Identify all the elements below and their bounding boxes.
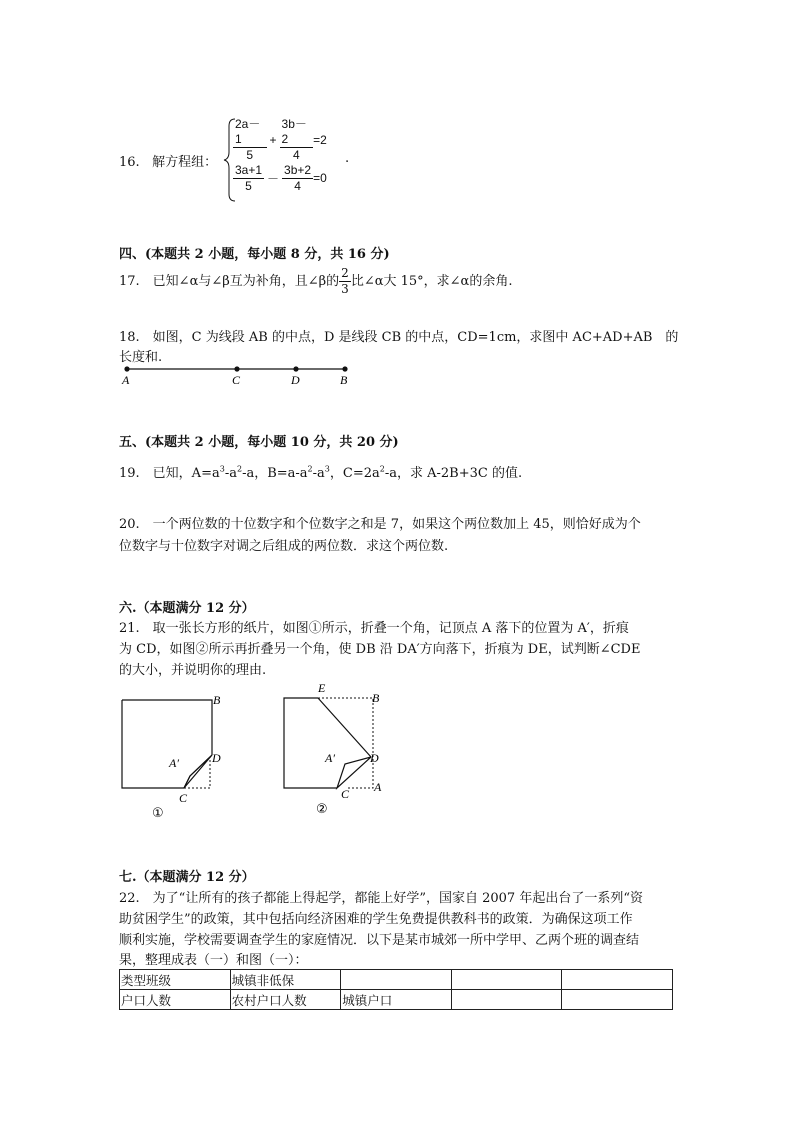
point-label: B	[340, 373, 348, 387]
segment-figure	[115, 362, 360, 388]
section-6-title: 六.（本题满分 12 分）	[119, 601, 255, 616]
point-label: D	[291, 373, 300, 387]
equation-system	[233, 117, 327, 197]
table-cell	[451, 970, 562, 990]
svg-text:B: B	[372, 691, 380, 705]
q18-line-2: 长度和.	[119, 350, 163, 365]
section-4-title: 四、(本题共 2 小题，每小题 8 分，共 16 分)	[119, 247, 390, 262]
q16-text: 解方程组：	[152, 155, 218, 170]
q20-line-2: 位数字与十位数字对调之后组成的两位数．求这个两位数.	[119, 539, 449, 554]
q21-line-3: 的大小，并说明你的理由.	[119, 663, 267, 678]
svg-text:D: D	[370, 751, 379, 765]
figure-caption: ①	[152, 806, 164, 821]
table-cell	[562, 990, 673, 1010]
circled-number: ②	[195, 642, 209, 657]
svg-text:E: E	[318, 681, 326, 695]
equation-1: $\frac{2a-1}{5}$ + $\frac{3b-2}{4}$ =2	[235, 117, 327, 162]
svg-text:A′: A′	[169, 756, 179, 770]
table-cell: 户口人数	[120, 990, 231, 1010]
fraction: $\frac{3b-2}{4}$	[280, 117, 314, 163]
svg-text:D: D	[212, 751, 221, 765]
q17: 17. 已知∠α与∠β互为补角，且∠β的 $\frac{2}{3}$ 比∠α大 15°，求∠α的余角.	[119, 266, 513, 296]
table-cell	[341, 970, 452, 990]
table-cell	[451, 990, 562, 1010]
fold-figure-2	[280, 680, 410, 820]
q22-line-2: 助贫困学生”的政策，其中包括向经济困难的学生免费提供教科书的政策．为确保这项工作	[119, 912, 633, 927]
section-5-title: 五、(本题共 2 小题，每小题 10 分，共 20 分)	[119, 435, 399, 450]
q22-line-3: 顺利实施，学校需要调查学生的家庭情况．以下是某市城郊一所中学甲、乙两个班的调查结	[119, 933, 640, 948]
table-cell: 城镇非低保	[230, 970, 341, 990]
table-cell: 城镇户口	[341, 990, 452, 1010]
point-label: A	[122, 373, 130, 387]
q16-number: 16.	[119, 155, 140, 170]
fraction: $\frac{2a-1}{5}$	[233, 117, 267, 163]
table-cell: 农村户口人数	[230, 990, 341, 1010]
svg-text:C: C	[341, 787, 350, 801]
q21-line-2: 为 CD，如图②所示再折叠另一个角，使 DB 沿 DA′方向落下，折痕为 DE，试判断∠CDE	[119, 642, 641, 657]
figure-caption: ②	[316, 802, 328, 817]
q21-line-1: 21. 取一张长方形的纸片，如图①所示，折叠一个角，记顶点 A 落下的位置为 A′，折痕	[119, 621, 629, 636]
table-row	[120, 990, 673, 1010]
svg-text:A′: A′	[325, 751, 335, 765]
svg-text:A: A	[374, 780, 382, 794]
q16-end: .	[345, 151, 350, 166]
equation-2: $\frac{3a+1}{5}$ － $\frac{3b+2}{4}$ =0	[235, 162, 327, 193]
fold-figure-1	[115, 690, 235, 825]
section-7-title: 七.（本题满分 12 分）	[119, 870, 255, 885]
fraction: $\frac{3b+2}{4}$	[284, 162, 312, 193]
q22-line-4: 果，整理成表（一）和图（一）：	[119, 953, 308, 968]
svg-text:C: C	[179, 791, 188, 805]
q16-label	[119, 151, 217, 170]
q20-line-1: 20. 一个两位数的十位数字和个位数字之和是 7，如果这个两位数加上 45，则恰好成为个	[119, 517, 641, 532]
table-row	[120, 970, 673, 990]
circled-number: ①	[308, 621, 322, 636]
table-cell: 类型班级	[120, 970, 231, 990]
fraction: $\frac{3a+1}{5}$	[235, 162, 263, 193]
fraction: $\frac{2}{3}$	[341, 266, 349, 296]
survey-table	[119, 969, 673, 1010]
svg-text:B: B	[213, 693, 221, 707]
q19: 19. 已知，$A=a^3-a^2-a$，$B=a-a^2-a^3$，$C=2a^2-a$，求 A-2B+3C 的值.	[119, 464, 523, 481]
point-label: C	[232, 373, 241, 387]
q22-line-1: 22. 为了“让所有的孩子都能上得起学，都能上好学”，国家自 2007 年起出台了一系列“资	[119, 891, 643, 906]
table-cell	[562, 970, 673, 990]
q18-line-1: 18. 如图，C 为线段 AB 的中点，D 是线段 CB 的中点，CD=1cm，求图中 AC+AD+AB 的	[119, 330, 679, 345]
